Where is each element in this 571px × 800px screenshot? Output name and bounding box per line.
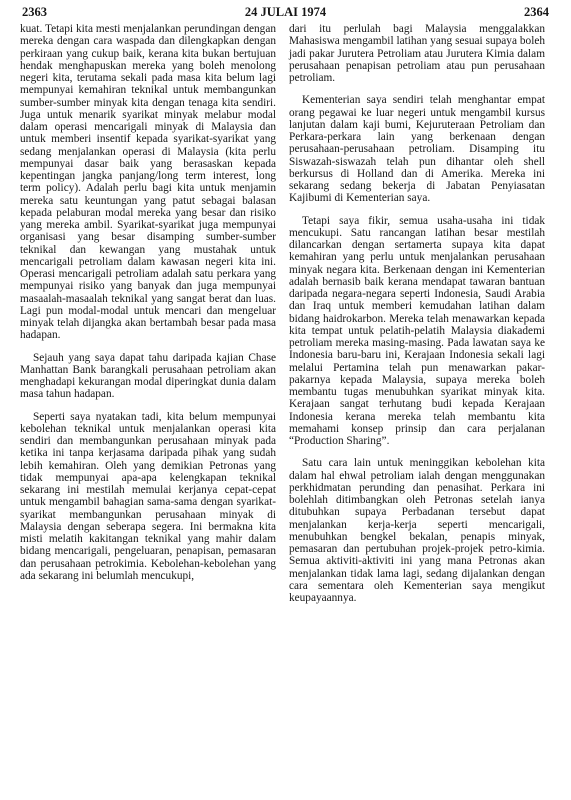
paragraph: Kementerian saya sendiri telah menghantar empat orang pegawai ke luar negeri untuk mengambil kursus lanjutan dalam kaji bumi, Kejuruteraan Petroliam dan Perkara-perkara lain yang berkenaan dengan perusahaan-perusahaan petroliam. Disamping itu Siswazah-siswazah telah pun dihantar oleh shell berkursus di Holland dan di Amerika. Mereka ini sekarang sedang bekerja di Jabatan Penyiasatan Kajibumi di Kementerian saya. [289,94,545,205]
paragraph: Seperti saya nyatakan tadi, kita belum mempunyai kebolehan teknikal untuk menjalankan operasi kita sendiri dan membangunkan perusahaan minyak pada ketika ini tanpa kerjasama daripada pihak yang sudah lebih kemahiran. Oleh yang demikian Petronas yang tidak mempunyai apa-apa kelengkapan teknikal sekarang ini mestilah memulai kerjanya cepat-cepat untuk mengambil bahagian sama-sama dengan syarikat-syarikat membangunkan perusahaan minyak di Malaysia dengan seberapa segera. Ini bermakna kita misti melatih kakitangan teknikal yang mahir dalam bidang mencarigali, pengeluaran, penapisan, pemasaran dan perusahaan petrokimia. Kebolehan-kebolehan yang ada sekarang ini belumlah mencukupi, [20,410,276,582]
paragraph: Satu cara lain untuk meninggikan kebolehan kita dalam hal ehwal petroliam ialah dengan menggunakan perkhidmatan perunding dan penasihat. Perkara ini bolehlah ditimbangkan oleh Petronas setelah ianya ditubuhkan supaya Perbadanan tersebut dapat menjalankan kerja-kerja seperti mencarigali, menubuhkan bengkel bekalan, penapis minyak, pemasaran dan pertubuhan projek-projek petro-kimia. Semua aktiviti-aktiviti ini yang mana Petronas akan menjalankan tidak lama lagi, sedang dijalankan dengan cara sementara oleh Kementerian saya mengikut keupayaannya. [289,457,545,604]
right-column [289,23,545,614]
page-number-right: 2364 [524,5,549,19]
paragraph: kuat. Tetapi kita mesti menjalankan perundingan dengan mereka dengan cara waspada dan dilengkapkan dengan perkiraan yang cukup baik, kerana kita bukan bertujuan hendak menghapuskan mereka yang boleh menolong negeri kita, terutama sekali pada masa kita belum lagi mempunyai kemahiran teknikal untuk membangunkan sumber-sumber minyak kita dengan tenaga kita sendiri. Juga untuk menarik syarikat minyak melabur modal dalam operasi mencarigali minyak di Malaysia dan untuk memberi insentif kepada syarikat-syarikat yang sedang menjalankan operasi di Malaysia (kita perlu mempunyai dasar baik yang berasaskan kepada kepentingan jangka panjang/long term interest, long term policy). Adalah perlu bagi kita untuk menjamin mereka satu keuntungan yang patut sebagai balasan kepada pelaburan modal mereka yang besar dan risiko yang mereka ambil. Syarikat-syarikat juga mempunyai organisasi yang besar disamping sumber-sumber teknikal dan kewangan yang mustahak untuk mencarigali petroliam dalam kawasan negeri kita ini. Operasi mencarigali petroliam adalah satu perkara yang mempunyai risiko yang banyak dan juga mempunyai masaalah-masaalah teknikal yang sangat berat dan luas. Lagi pun modal-modal untuk mencari dan mengeluar minyak telah dijangka akan bertambah besar pada masa hadapan. [20,23,276,342]
header-date: 24 JULAI 1974 [244,5,327,19]
paragraph: Tetapi saya fikir, semua usaha-usaha ini tidak mencukupi. Satu rancangan latihan besar mestilah dilancarkan dengan sertamerta supaya kita dapat kemahiran yang perlu untuk menjalankan perusahaan minyak negara kita. Berkenaan dengan ini Kementerian adalah bernasib baik kerana mendapat tawaran bantuan daripada negara-negara seperti Indonesia, Saudi Arabia dan Iraq untuk memberi kemudahan latihan dalam bidang haidrokarbon. Mereka telah menawarkan kepada kita tempat untuk pelatih-pelatih Malaysia diakademi petroliam mereka masing-masing. Pada lawatan saya ke Indonesia baru-baru ini, Kerajaan Indonesia sekali lagi melalui Pertamina telah pun menawarkan pakar-pakarnya kepada Malaysia, supaya mereka boleh membantu tugas menubuhkan syarikat minyak kita. Kerajaan sangat terhutang budi kepada Kerajaan Indonesia kerana mereka telah membantu kita memahami konsep prinsip dan cara perjalanan “Production Sharing”. [289,214,545,447]
paragraph: dari itu perlulah bagi Malaysia menggalakkan Mahasiswa mengambil latihan yang sesuai supaya boleh jadi pakar Jurutera Petroliam atau Jurutera Kimia dalam perusahaan penapisan petroliam atau pun perusahaan petroliam. [289,23,545,84]
left-column [20,23,276,592]
paragraph: Sejauh yang saya dapat tahu daripada kajian Chase Manhattan Bank barangkali perusahaan petroliam akan menghadapi kekurangan modal diperingkat dunia dalam masa tahun hadapan. [20,351,276,401]
page-number-left: 2363 [22,5,47,19]
page-header [20,5,551,25]
